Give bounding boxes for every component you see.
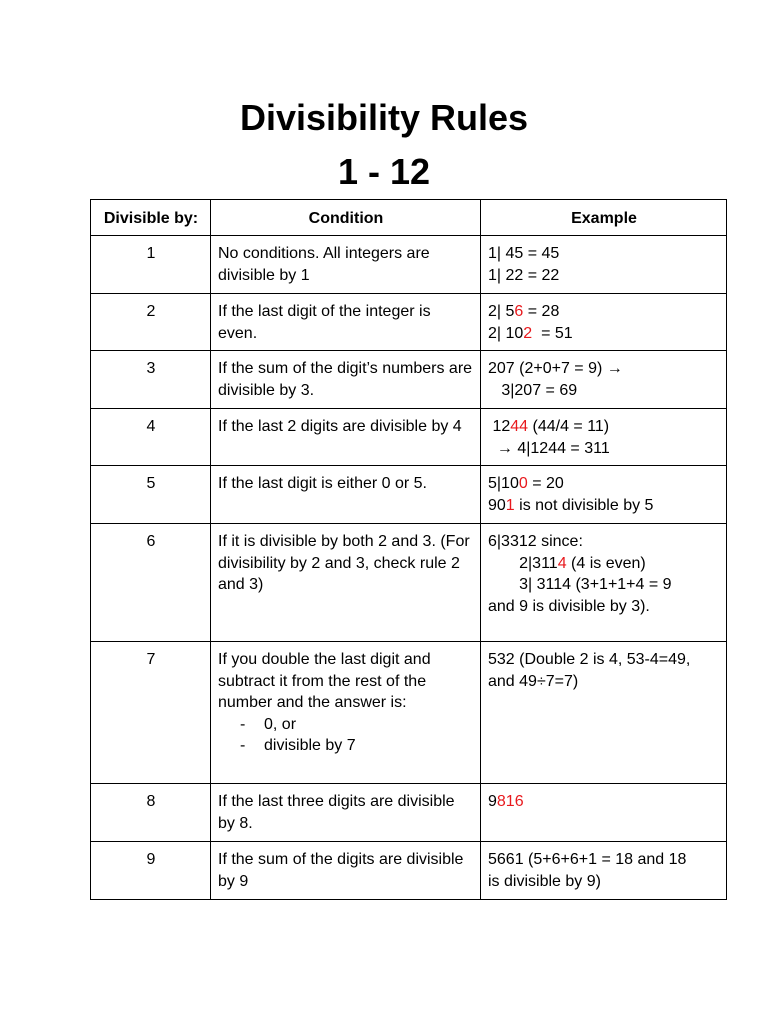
example-text: 1| 45 = 45	[488, 245, 560, 262]
divisor-cell: 1	[91, 236, 211, 294]
example-text: 2| 5	[488, 303, 515, 320]
example-line	[488, 438, 720, 460]
example-cell	[481, 642, 727, 784]
example-line	[488, 358, 720, 380]
example-text: = 20	[527, 475, 564, 492]
example-text: 90	[488, 496, 506, 514]
example-text: 6|3312 since:	[488, 533, 583, 550]
condition-cell	[211, 524, 481, 642]
header-divisible-by: Divisible by:	[91, 200, 211, 236]
example-line	[488, 671, 720, 693]
condition-cell	[211, 784, 481, 842]
example-line	[488, 574, 720, 596]
example-text: 3|207 = 69	[488, 381, 578, 399]
table-row	[91, 642, 727, 784]
example-text: 1| 22 = 22	[488, 266, 560, 284]
divisor-cell: 6	[91, 524, 211, 642]
highlighted-digits: 4	[557, 554, 567, 572]
condition-text: If the last three digits are divisible by 8.	[218, 793, 455, 832]
condition-text: If you double the last digit and subtract it from the rest of the number and the answer is:	[218, 651, 431, 711]
divisibility-table	[90, 199, 727, 900]
table-row	[91, 409, 727, 466]
table-row	[91, 466, 727, 524]
example-text: (4 is even)	[566, 554, 646, 572]
highlighted-digits: 816	[496, 793, 524, 810]
example-line	[488, 849, 720, 871]
condition-option: - 0, or	[240, 714, 474, 736]
example-text: and 49÷7=7)	[488, 672, 579, 690]
page-subtitle: 1 - 12	[337, 151, 431, 192]
table-row	[91, 524, 727, 642]
example-cell	[481, 351, 727, 409]
divisor-cell: 2	[91, 294, 211, 351]
condition-text: If the last digit of the integer is even.	[218, 303, 431, 342]
highlighted-digits: 2	[523, 324, 533, 342]
condition-text: No conditions. All integers are divisible by 1	[218, 245, 430, 284]
example-line	[488, 871, 720, 893]
divisor-cell: 3	[91, 351, 211, 409]
example-text: 5661 (5+6+6+1 = 18 and 18	[488, 851, 687, 868]
condition-options	[218, 714, 474, 757]
example-text: 532 (Double 2 is 4, 53-4=49,	[488, 651, 691, 668]
divisor-cell: 9	[91, 842, 211, 900]
example-text: = 51	[532, 324, 573, 342]
condition-text: If the sum of the digit’s numbers are divisible by 3.	[218, 360, 473, 399]
condition-cell	[211, 294, 481, 351]
example-cell	[481, 294, 727, 351]
divisor-cell: 5	[91, 466, 211, 524]
highlighted-digits: 44	[510, 418, 529, 435]
condition-cell	[211, 236, 481, 294]
example-line	[488, 495, 720, 517]
example-line	[488, 243, 720, 265]
example-text: 9	[488, 793, 497, 810]
example-text: 2| 10	[488, 324, 524, 342]
condition-text: If the sum of the digits are divisible by 9	[218, 851, 464, 890]
example-line	[488, 473, 720, 495]
example-text: 5|10	[488, 475, 519, 492]
example-cell	[481, 842, 727, 900]
condition-text: If the last digit is either 0 or 5.	[218, 475, 427, 492]
example-text: is divisible by 9)	[488, 872, 601, 890]
table-row	[91, 351, 727, 409]
condition-text: If the last 2 digits are divisible by 4	[218, 418, 462, 435]
header-example: Example	[481, 200, 727, 236]
table-row	[91, 236, 727, 294]
divisor-cell: 8	[91, 784, 211, 842]
page-title: Divisibility Rules	[239, 97, 529, 138]
example-text: 3| 3114 (3+1+1+4 = 9	[488, 576, 672, 593]
highlighted-digits: 0	[518, 475, 528, 492]
table-header-row	[91, 200, 727, 236]
example-cell	[481, 466, 727, 524]
condition-text: If it is divisible by both 2 and 3. (For divisibility by 2 and 3, check rule 2 and 3)	[218, 533, 470, 593]
condition-cell	[211, 642, 481, 784]
table-row	[91, 784, 727, 842]
example-cell	[481, 524, 727, 642]
example-text: → 4|1244 = 311	[488, 439, 610, 457]
example-line	[488, 553, 720, 575]
condition-option: - divisible by 7	[240, 735, 474, 757]
example-line	[488, 791, 720, 813]
example-text: 207 (2+0+7 = 9) →	[488, 360, 623, 377]
example-text: 12	[488, 418, 511, 435]
example-line	[488, 531, 720, 553]
example-text: 2|311	[488, 554, 558, 572]
example-text: is not divisible by 5	[514, 496, 654, 514]
example-cell	[481, 409, 727, 466]
table-row	[91, 842, 727, 900]
header-condition: Condition	[211, 200, 481, 236]
divisor-cell: 7	[91, 642, 211, 784]
example-cell	[481, 236, 727, 294]
example-line	[488, 380, 720, 402]
example-text: and 9 is divisible by 3).	[488, 597, 650, 615]
example-cell	[481, 784, 727, 842]
condition-cell	[211, 351, 481, 409]
example-line	[488, 416, 720, 438]
highlighted-digits: 6	[514, 303, 524, 320]
condition-cell	[211, 842, 481, 900]
example-text: = 28	[523, 303, 560, 320]
example-line	[488, 649, 720, 671]
example-line	[488, 323, 720, 345]
example-line	[488, 301, 720, 323]
table-row	[91, 294, 727, 351]
highlighted-digits: 1	[505, 496, 515, 514]
example-line	[488, 265, 720, 287]
condition-cell	[211, 466, 481, 524]
divisor-cell: 4	[91, 409, 211, 466]
condition-cell	[211, 409, 481, 466]
example-text: (44/4 = 11)	[528, 418, 610, 435]
example-line	[488, 596, 720, 618]
